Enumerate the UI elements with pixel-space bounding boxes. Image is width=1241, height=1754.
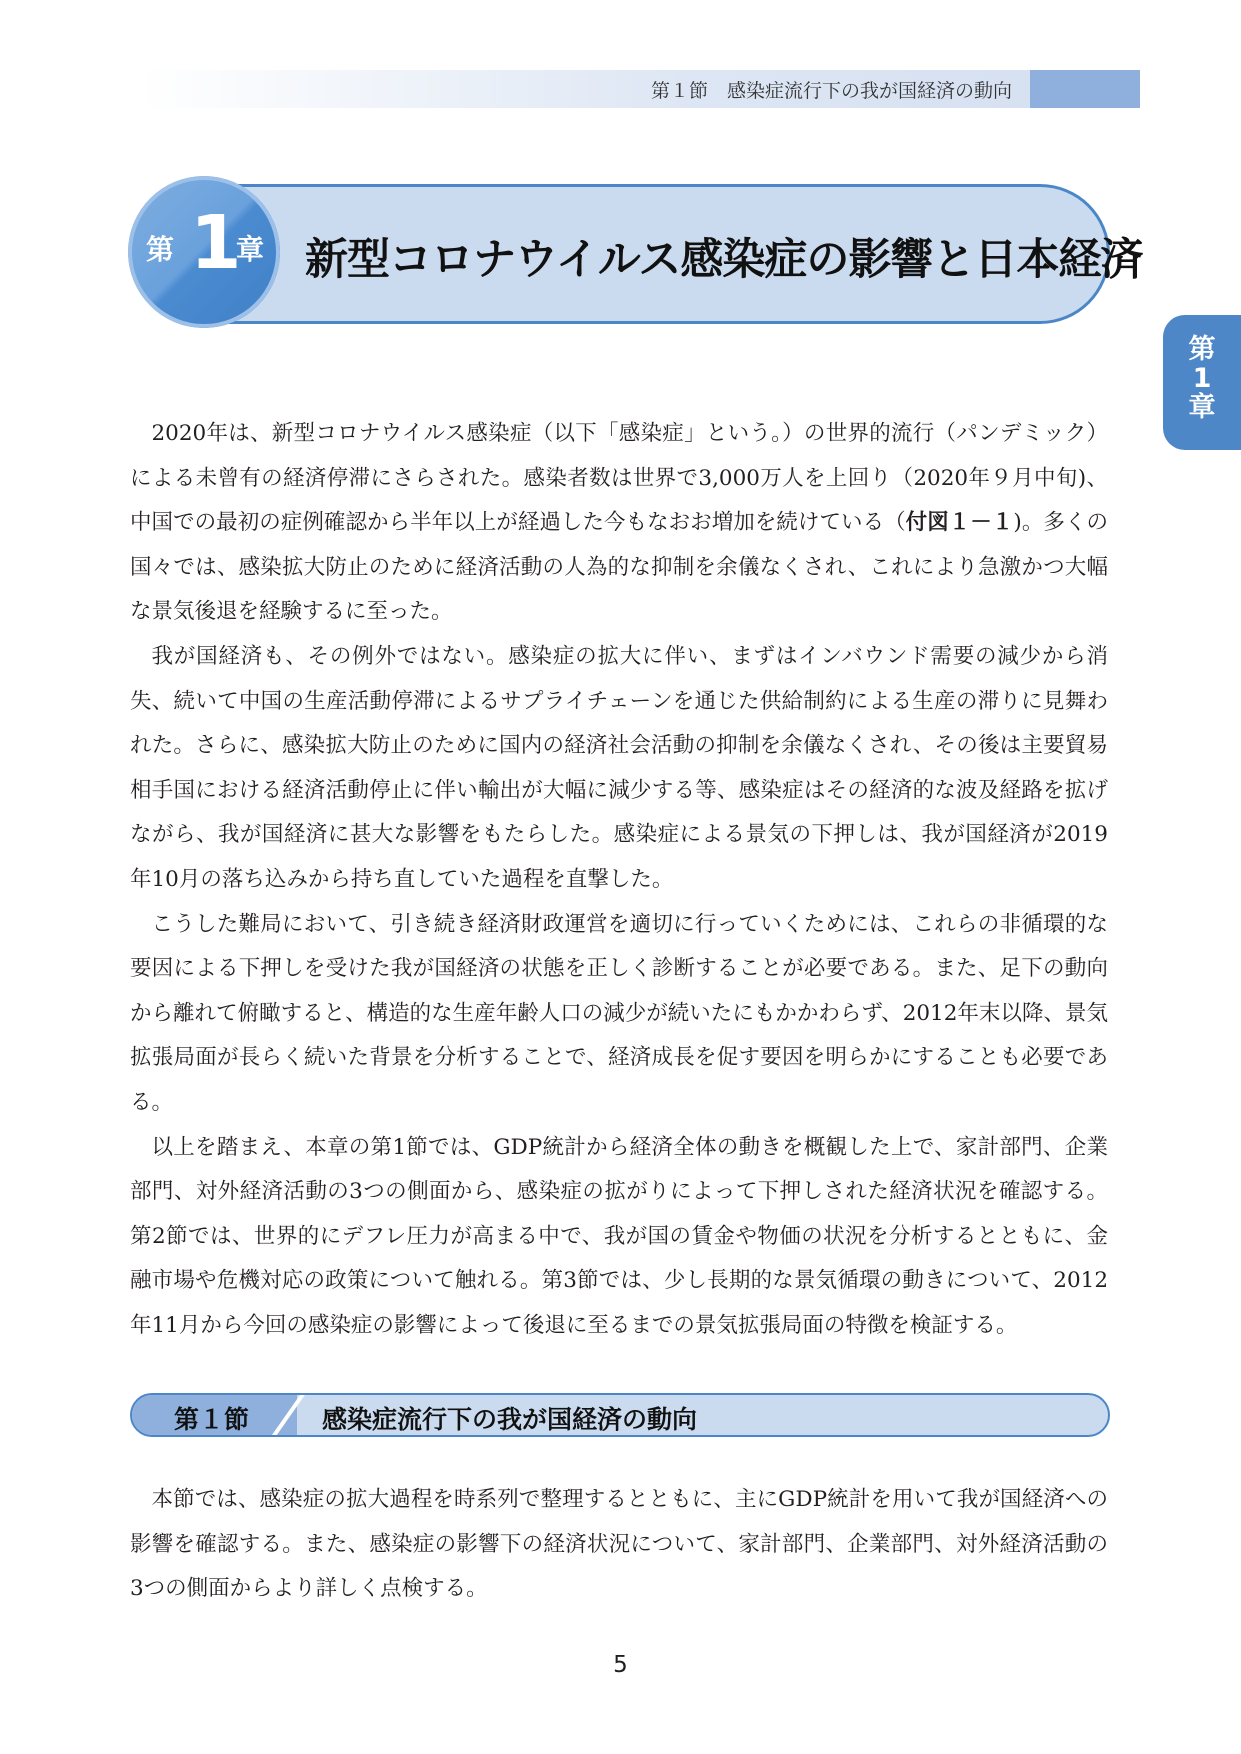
section-heading-banner — [130, 1393, 1110, 1437]
intro-paragraph-1 — [130, 412, 1108, 635]
side-tab-line-3: 章 — [1188, 392, 1216, 424]
chapter-number-badge — [128, 176, 280, 328]
running-header-text: 第１節 感染症流行下の我が国経済の動向 — [650, 80, 1012, 102]
chapter-intro — [130, 412, 1108, 1348]
side-tab-line-1: 第 — [1188, 334, 1216, 365]
intro-paragraph-4: 以上を踏まえ、本章の第1節では、GDP統計から経済全体の動きを概観した上で、家計部門、企業部門、対外経済活動の3つの側面から、感染症の拡がりによって下押しされた経済状況を確認する。第2節では、世界的にデフレ圧力が高まる中で、我が国の賃金や物価の状況を分析するとともに、金融市場や危機対応の政策について触れる。第3節では、少し長期的な景気循環の動きについて、2012年11月から今回の感染症の影響によって後退に至るまでの景気拡張局面の特徴を検証する。 — [130, 1134, 1108, 1338]
section-label: 第１節 — [174, 1405, 250, 1434]
section-paragraph: 本節では、感染症の拡大過程を時系列で整理するとともに、主にGDP統計を用いて我が国経済への影響を確認する。また、感染症の影響下の経済状況について、家計部門、企業部門、対外経済活動の3つの側面からより詳しく点検する。 — [130, 1487, 1108, 1602]
intro-paragraph-3: こうした難局において、引き続き経済財政運営を適切に行っていくためには、これらの非循環的な要因による下押しを受けた我が国経済の状態を正しく診断することが必要である。また、足下の動向から離れて俯瞰すると、構造的な生産年齢人口の減少が続いたにもかかわらず、2012年末以降、景気拡張局面が長らく続いた背景を分析することで、経済成長を促す要因を明らかにすることも必要である。 — [130, 911, 1108, 1115]
chapter-suffix: 章 — [236, 233, 265, 266]
running-header-tab — [1030, 70, 1140, 108]
intro-paragraph-1-text: 2020年は、新型コロナウイルス感染症（以下「感染症」という。）の世界的流行（パンデミック）による未曾有の経済停滞にさらされた。感染者数は世界で3,000万人を上回り（2020年９月中旬)、中国での最初の症例確認から半年以上が経過した今もなおお増加を続けている（ — [130, 421, 1108, 536]
intro-paragraph-1-text-end: )。多くの国々では、感染拡大防止のために経済活動の人為的な抑制を余儀なくされ、これにより急激かつ大幅な景気後退を経験するに至った。 — [130, 510, 1108, 625]
page-number: 5 — [613, 1652, 628, 1678]
chapter-title: 新型コロナウイルス感染症の影響と日本経済 — [305, 235, 1143, 285]
figure-reference: 付図１－１ — [905, 510, 1014, 536]
chapter-side-tab — [1163, 315, 1241, 450]
running-header — [140, 70, 1140, 108]
section-body — [130, 1478, 1108, 1612]
chapter-prefix: 第 — [146, 233, 175, 266]
section-title: 感染症流行下の我が国経済の動向 — [322, 1405, 698, 1434]
chapter-number: 1 — [190, 200, 242, 286]
intro-paragraph-2: 我が国経済も、その例外ではない。感染症の拡大に伴い、まずはインバウンド需要の減少から消失、続いて中国の生産活動停滞によるサプライチェーンを通じた供給制約による生産の滞りに見舞われた。さらに、感染拡大防止のために国内の経済社会活動の抑制を余儀なくされ、その後は主要貿易相手国における経済活動停止に伴い輸出が大幅に減少する等、感染症はその経済的な波及経路を拡げながら、我が国経済に甚大な影響をもたらした。感染症による景気の下押しは、我が国経済が2019年10月の落ち込みから持ち直していた過程を直撃した。 — [130, 643, 1108, 892]
side-tab-line-2: 1 — [1192, 363, 1212, 395]
